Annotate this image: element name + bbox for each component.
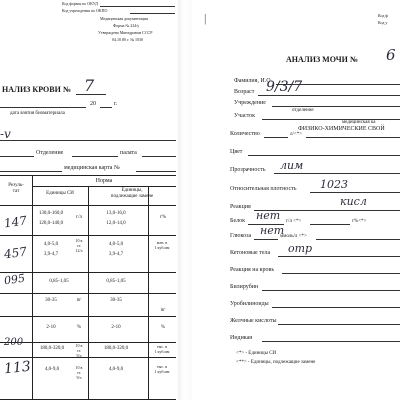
row-color-index-si: 0,85-1,05 [49,279,69,284]
row-erythrocytes-prev: 4,0-5,0 3,9-4,7 [108,242,124,257]
row-leukocytes-prev: 4,0-9,0 [108,367,124,372]
year-suffix: г. [114,101,118,107]
row-platelets-si-unit: 10 в ст. 9/л [75,343,83,358]
field-density-label: Относительная плотность [230,186,297,192]
okud-code-label: Код формы по ОКУД [62,1,98,6]
field-ketones-value: отр [288,242,313,255]
field-ketones-label: Кетоновые тела [230,250,271,256]
fio-label: Фамилия, И.О. [234,78,273,84]
ward-label: палата [120,150,137,156]
row-reticulocytes-prev: 2-10 [111,325,121,330]
row-platelets-prev-unit: тыс. в 1 куб.мм [154,344,170,354]
medical-card-label: медицинская карта № [64,165,120,171]
field-blood-reaction-label: Реакция на кровь [230,267,275,273]
form-number-label: Форма № 224/у [113,23,140,28]
row-leukocytes-si: 4,0-9,0 [44,367,60,372]
row-hemoglobin-prev: 13,0-16,0 12,0-14,0 [106,211,126,226]
row-mch-prev-unit: пг [160,308,166,313]
footnote-replaced-units: <**> - Единицы, подлежащие замене [236,360,316,365]
date-caption: дата взятия биоматериала [10,111,65,116]
row-hemoglobin-prev-unit: г% [159,215,167,220]
norms-column-header: Норма [95,178,113,184]
field-quantity-label: Количество [230,131,260,137]
year-prefix: 20 [90,101,96,107]
si-units-header: Единицы СИ [46,191,74,196]
page-title: НАЛИЗ КРОВИ № [2,85,71,94]
field-quantity-unit: л/<*> [290,132,303,137]
field-glucose-unit: ммоль/л <*> [280,234,307,239]
field-protein-unit-si: г/л <*> [286,219,302,224]
row-platelets-prev: 180,0-320,0 [103,346,129,351]
field-bilirubin-label: Билирубин [230,284,259,290]
analysis-number-handwritten: 7 [84,76,95,95]
field-bile-acids-label: Желчные кислоты [230,318,277,324]
district-label: Участок [234,113,256,119]
row-platelets-result: 200 [4,337,24,348]
department-label: Отделение [36,150,64,156]
blood-norms-table [0,175,176,400]
physico-chemical-section: ФИЗИКО-ХИМИЧЕСКИЕ СВОЙ [298,126,385,132]
row-erythrocytes-si: 4,0-5,0 3,9-4,7 [43,242,59,257]
urine-number-handwritten: 6 [386,46,396,64]
age-handwritten: 9/3/7 [266,79,303,95]
row-mch-prev: 30-35 [110,298,122,303]
field-protein-value: нет [256,209,281,222]
result-column-header: Резуль- тат [8,183,24,194]
field-glucose-value: нет [260,224,285,237]
field-clarity-label: Прозрачность [230,167,266,173]
row-platelets-si: 180,0-320,0 [39,346,65,351]
row-leukocytes-result: 113 [3,358,32,378]
row-erythrocytes-prev-unit: млн. в 1 куб.мм [154,240,170,250]
row-color-index-prev: 0,85-1,05 [106,279,126,284]
field-density-value: 1023 [320,178,348,191]
row-reticulocytes-prev-unit: % [160,325,166,330]
row-hemoglobin-result: 147 [3,213,28,231]
row-reticulocytes-si: 2-10 [46,325,56,330]
row-hemoglobin-si-unit: г/л [76,215,82,220]
row-color-index-result: 095 [3,271,26,288]
row-erythrocytes-result: 457 [3,244,28,262]
field-indican-label: Индикан [230,335,253,341]
approved-label: Утверждена Минздравом СССР [98,30,153,35]
patient-name-handwritten: -v [0,127,11,141]
row-hemoglobin-si: 130,0-160,0 120,0-140,0 [38,211,64,226]
field-clarity-value: лим [280,159,304,172]
field-color-label: Цвет [230,149,243,155]
ward-label-right: отделение [292,108,314,113]
age-label: Возраст [234,89,255,95]
okpo-code-label: Код учреждения по ОКПО [62,8,108,13]
row-mch-si: 30-35 [45,298,57,303]
corner-mark: | [204,11,207,25]
okud-code-label-right: Код ф [378,13,388,18]
field-glucose-label: Глюкоза [230,233,252,239]
urine-analysis-form [192,0,400,400]
institution-label: Учреждение [234,100,266,106]
page-fold [178,0,192,400]
row-mch-si-unit: пг [76,298,82,303]
med-doc-label: Медицинская документация [100,16,149,21]
row-erythrocytes-si-unit: 10 в ст. 12/л [75,238,83,253]
field-protein-unit-old: г%<*> [352,219,367,224]
field-urobilinoids-label: Уробилиноиды [230,301,269,307]
okpo-code-label-right: Код у [378,20,388,25]
row-reticulocytes-si-unit: % [76,325,82,330]
field-protein-label: Белок [230,218,246,224]
approval-date-label: 04.10.80 г. № 1030 [112,37,144,42]
replaced-units-header: Единицы, подлежащие замене [110,188,154,199]
urine-page-title: АНАЛИЗ МОЧИ № [286,55,358,64]
field-reaction-value: кисл [340,195,367,208]
field-reaction-label: Реакция [230,204,251,210]
row-leukocytes-si-unit: 10 в ст. 9/л [75,365,83,380]
footnote-si-units: <*> - Единицы СИ [236,351,277,356]
med-card-label-right: медицинская ка [342,120,376,125]
row-leukocytes-prev-unit: тыс. в 1 куб.мм [154,364,170,374]
